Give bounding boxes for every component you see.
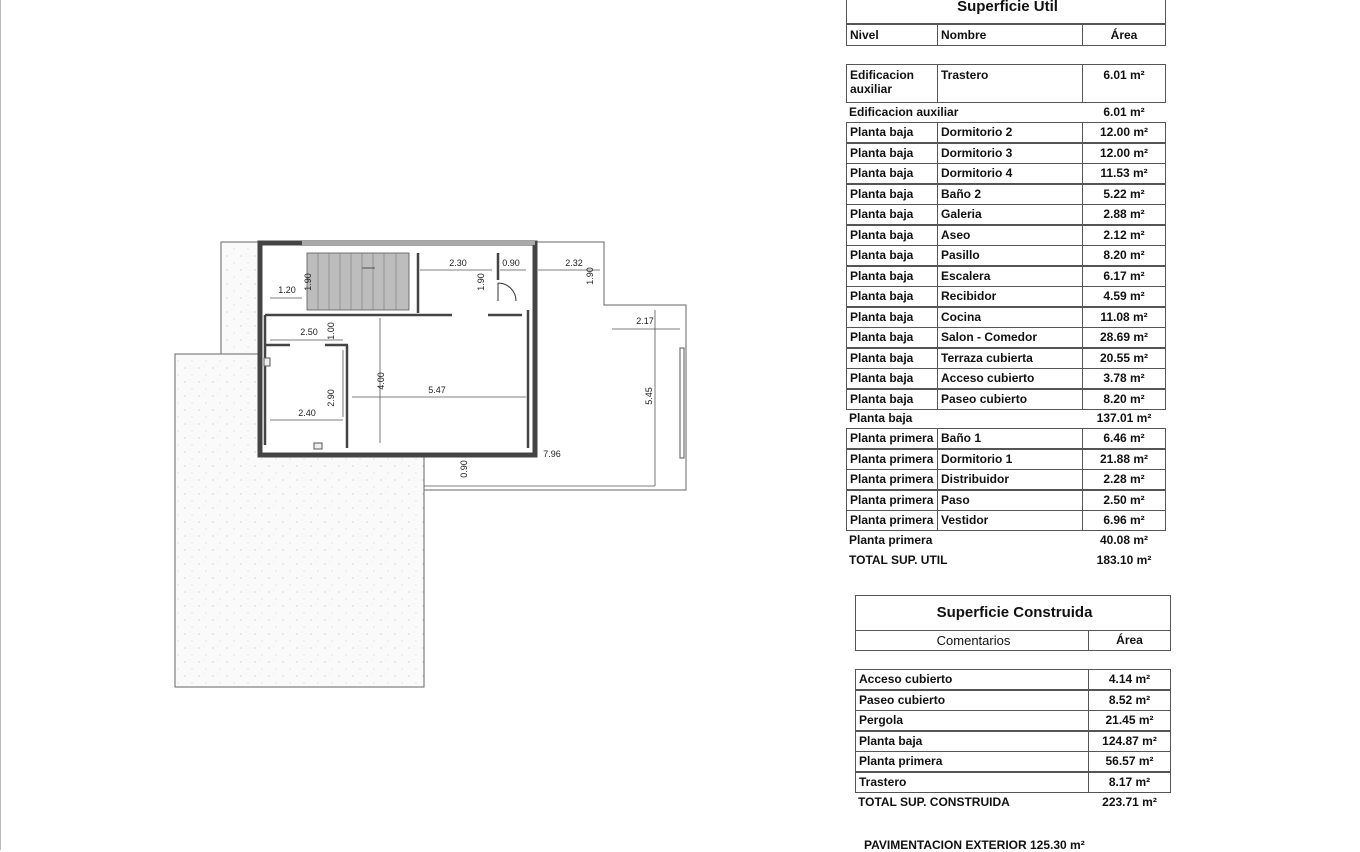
table-title: Superficie Construida — [855, 595, 1171, 631]
row-nivel: Planta baja — [846, 327, 938, 348]
row-nombre: Dormitorio 2 — [937, 122, 1083, 143]
dimension-label: 0.90 — [502, 258, 520, 268]
dimension-label: 1.90 — [476, 273, 486, 291]
row-nombre: Escalera — [937, 266, 1083, 287]
row-area: 8.20 m² — [1082, 245, 1166, 266]
row-nombre: Acceso cubierto — [937, 368, 1083, 389]
row-label: Planta baja — [855, 731, 1089, 752]
row-label: Pergola — [855, 710, 1089, 731]
row-nombre: Paso — [937, 490, 1083, 511]
row-area: 4.14 m² — [1088, 669, 1171, 690]
row-nivel: Planta baja — [846, 143, 938, 164]
row-nivel: Planta baja — [846, 307, 938, 328]
row-area: 6.96 m² — [1082, 510, 1166, 531]
row-nombre: Vestidor — [937, 510, 1083, 531]
subtotal-label: Planta baja — [849, 411, 913, 425]
header-nombre: Nombre — [937, 24, 1083, 46]
dimension-label: 2.17 — [636, 316, 654, 326]
dimension-label: 0.90 — [459, 460, 469, 478]
row-area: 8.17 m² — [1088, 772, 1171, 793]
side-terrace — [221, 242, 258, 354]
row-area: 2.50 m² — [1082, 490, 1166, 511]
row-area: 2.88 m² — [1082, 204, 1166, 225]
row-nivel: Planta baja — [846, 245, 938, 266]
row-nivel: Edificacion auxiliar — [846, 64, 938, 103]
row-area: 3.78 m² — [1082, 368, 1166, 389]
row-label: Acceso cubierto — [855, 669, 1089, 690]
total-area: 183.10 m² — [1096, 553, 1152, 567]
row-area: 4.59 m² — [1082, 286, 1166, 307]
dimension-label: 2.40 — [298, 408, 316, 418]
row-area: 11.53 m² — [1082, 163, 1166, 184]
row-area: 28.69 m² — [1082, 327, 1166, 348]
row-nivel: Planta primera — [846, 510, 938, 531]
row-area: 21.45 m² — [1088, 710, 1171, 731]
dimension-label: 5.47 — [428, 385, 446, 395]
row-nivel: Planta primera — [846, 469, 938, 490]
row-area: 8.52 m² — [1088, 690, 1171, 711]
row-label: Planta primera — [855, 751, 1089, 772]
subtotal-area: 6.01 m² — [1103, 105, 1145, 119]
row-nombre: Dormitorio 1 — [937, 449, 1083, 470]
row-nivel: Planta primera — [846, 428, 938, 449]
row-nombre: Salon - Comedor — [937, 327, 1083, 348]
header-nivel: Nivel — [846, 24, 938, 46]
stairs — [307, 253, 409, 310]
row-nombre: Cocina — [937, 307, 1083, 328]
row-nivel: Planta baja — [846, 368, 938, 389]
row-nombre: Galeria — [937, 204, 1083, 225]
row-area: 56.57 m² — [1088, 751, 1171, 772]
row-nivel: Planta baja — [846, 163, 938, 184]
dimension-label: 2.30 — [449, 258, 467, 268]
row-area: 6.01 m² — [1082, 64, 1166, 103]
row-area: 124.87 m² — [1088, 731, 1171, 752]
row-area: 6.17 m² — [1082, 266, 1166, 287]
row-nivel: Planta baja — [846, 122, 938, 143]
row-nombre: Aseo — [937, 225, 1083, 246]
row-nivel: Planta baja — [846, 286, 938, 307]
dimension-label: 1.00 — [326, 322, 336, 340]
row-area: 6.46 m² — [1082, 428, 1166, 449]
dimension-label: 1.90 — [585, 267, 595, 285]
row-nombre: Pasillo — [937, 245, 1083, 266]
row-label: Trastero — [855, 772, 1089, 793]
dimension-label: 2.50 — [300, 327, 318, 337]
subtotal-label: Edificacion auxiliar — [849, 105, 959, 119]
row-nivel: Planta baja — [846, 184, 938, 205]
dimension-label: 7.96 — [543, 449, 561, 459]
row-area: 12.00 m² — [1082, 122, 1166, 143]
dimension-label: 4.00 — [376, 372, 386, 390]
row-nivel: Planta baja — [846, 266, 938, 287]
row-nivel: Planta baja — [846, 389, 938, 410]
row-nivel: Planta primera — [846, 449, 938, 470]
row-area: 8.20 m² — [1082, 389, 1166, 410]
frame-border — [0, 0, 1, 850]
floor-plan — [160, 230, 700, 700]
subtotal-area: 40.08 m² — [1099, 533, 1149, 547]
row-label: Paseo cubierto — [855, 690, 1089, 711]
dimension-label: 2.32 — [565, 258, 583, 268]
row-nivel: Planta primera — [846, 490, 938, 511]
dimension-label: 1.90 — [303, 273, 313, 291]
row-nivel: Planta baja — [846, 348, 938, 369]
row-nombre: Dormitorio 3 — [937, 143, 1083, 164]
subtotal-label: Planta primera — [849, 533, 933, 547]
header-area: Área — [1082, 24, 1166, 46]
row-nombre: Trastero — [937, 64, 1083, 103]
header-comentarios: Comentarios — [855, 630, 1089, 651]
row-area: 11.08 m² — [1082, 307, 1166, 328]
total-label: TOTAL SUP. UTIL — [849, 553, 948, 567]
row-nivel: Planta baja — [846, 225, 938, 246]
row-nombre: Dormitorio 4 — [937, 163, 1083, 184]
dimension-label: 5.45 — [644, 387, 654, 405]
row-nombre: Baño 2 — [937, 184, 1083, 205]
row-nombre: Terraza cubierta — [937, 348, 1083, 369]
row-nombre: Baño 1 — [937, 428, 1083, 449]
footer-note: PAVIMENTACION EXTERIOR 125.30 m² — [864, 838, 1085, 852]
row-nombre: Paseo cubierto — [937, 389, 1083, 410]
row-nombre: Distribuidor — [937, 469, 1083, 490]
total-area: 223.71 m² — [1102, 795, 1157, 809]
dimension-label: 1.20 — [278, 285, 296, 295]
terrace-area — [175, 354, 424, 687]
row-area: 5.22 m² — [1082, 184, 1166, 205]
row-nivel: Planta baja — [846, 204, 938, 225]
row-nombre: Recibidor — [937, 286, 1083, 307]
row-area: 21.88 m² — [1082, 449, 1166, 470]
row-area: 20.55 m² — [1082, 348, 1166, 369]
dimension-label: 2.90 — [326, 389, 336, 407]
total-label: TOTAL SUP. CONSTRUIDA — [858, 795, 1010, 809]
header-area: Área — [1088, 630, 1171, 651]
row-area: 2.28 m² — [1082, 469, 1166, 490]
row-area: 12.00 m² — [1082, 143, 1166, 164]
row-area: 2.12 m² — [1082, 225, 1166, 246]
subtotal-area: 137.01 m² — [1096, 411, 1152, 425]
table-title: Superficie Util — [846, 0, 1166, 24]
